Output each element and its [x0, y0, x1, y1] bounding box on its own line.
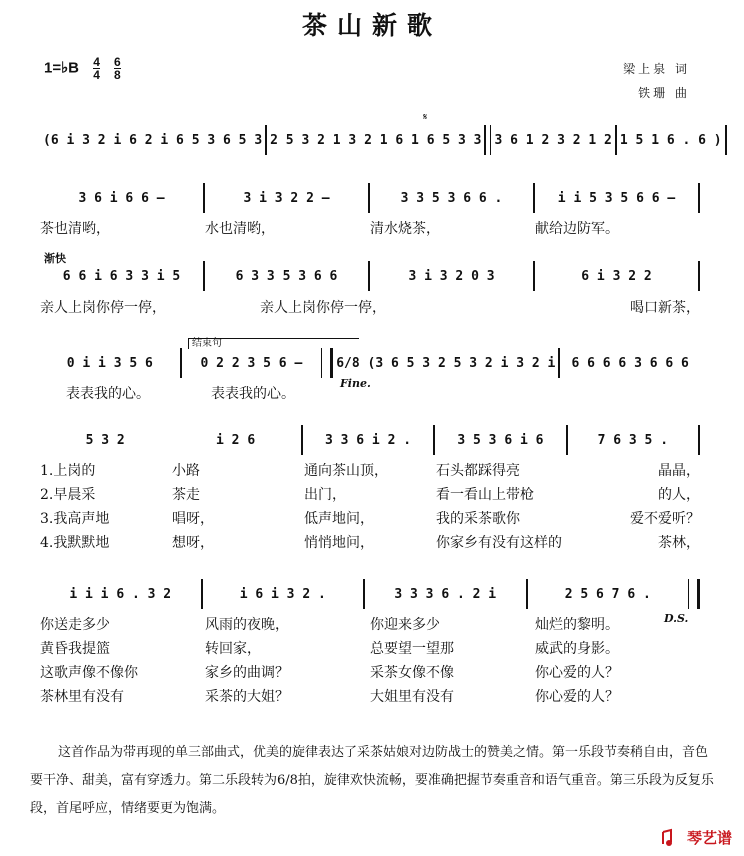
lyric: 采茶女像不像	[370, 665, 454, 681]
lyric: 献给边防军。	[535, 221, 619, 237]
measure: 3 3 6 i 2 .	[324, 432, 412, 448]
measure: i 6 i 3 2 .	[239, 586, 326, 602]
song-title: 茶山新歌	[301, 11, 442, 40]
measure: 6 6 6 6 3 6 6 6	[571, 355, 689, 371]
lyric: 清水烧茶，	[370, 221, 440, 237]
measure: 3 3 3 6 . 2 i	[394, 586, 497, 602]
measure: 3 i 3 2 0 3	[408, 268, 495, 284]
lyric: 我的采茶歌你	[436, 511, 520, 527]
measure: i 2 6	[216, 432, 256, 448]
measure: 6 i 3 2 2	[581, 268, 652, 284]
lyric: 茶林，	[658, 535, 700, 551]
lyric: 你心爱的人？	[535, 689, 619, 705]
lyric: 看一看山上带枪	[436, 487, 534, 503]
ending-label: 结束句	[192, 338, 222, 349]
time-signature-6-8: $\frac{6}{8}$	[114, 55, 121, 82]
lyric: 悄悄地问，	[304, 535, 374, 551]
lyric: 2.早晨采	[40, 487, 96, 503]
lyric: 石头都踩得亮	[436, 463, 520, 479]
lyric: 小路	[172, 463, 200, 479]
music-line-6	[40, 576, 700, 612]
lyric: 总要望一望那	[370, 641, 454, 657]
barline	[698, 261, 700, 291]
lyric: 威武的身影。	[535, 641, 619, 657]
measure: 3 i 3 2 2 –	[243, 190, 330, 206]
lyric: 低声地问，	[304, 511, 374, 527]
measure: 3 5 3 6 i 6	[457, 432, 544, 448]
lyric: 茶林里有没有	[40, 689, 124, 705]
key-label: 1=♭B	[44, 59, 80, 77]
verse-1-lyrics-a	[40, 460, 700, 480]
lyric: 亲人上岗你停一停，	[260, 300, 386, 316]
measure: 7 6 3 5 .	[597, 432, 669, 448]
lyric: 大姐里有没有	[370, 689, 454, 705]
verse-2-lyrics-b	[40, 638, 700, 658]
lyric: 喝口新茶，	[630, 300, 700, 316]
lyric: 4.我默默地	[40, 535, 110, 551]
repeat-barline	[321, 348, 333, 378]
measure: 6 6 i 6 3 3 i 5	[62, 268, 181, 284]
key-signature	[44, 56, 121, 81]
lyric: 爱不爱听？	[630, 511, 700, 527]
music-line-5	[40, 422, 700, 458]
music-line-3	[40, 258, 700, 294]
measure: i i 5 3 5 6 6 –	[557, 190, 676, 206]
lyric: 晶晶，	[658, 463, 700, 479]
barline	[698, 183, 700, 213]
lyric: 你迎来多少	[370, 617, 440, 633]
verse-4-lyrics-a	[40, 532, 700, 552]
lyrics-line-1	[40, 218, 700, 238]
lyric: 茶也清哟，	[40, 221, 110, 237]
repeat-barline	[688, 579, 700, 609]
music-line-2	[40, 180, 700, 216]
measure: 3 6 i 6 6 –	[78, 190, 165, 206]
music-line-1	[40, 122, 722, 158]
lyric: 你家乡有没有这样的	[436, 535, 562, 551]
barline	[698, 425, 700, 455]
lyrics-line-3	[40, 383, 700, 403]
measure: 1 5 1 6 . 6 )	[619, 132, 722, 148]
lyric: 水也清哟，	[205, 221, 275, 237]
measure: 0 2 2 3 5 6 –	[200, 355, 303, 371]
measure: 2 5 6 7 6 .	[564, 586, 651, 602]
double-barline	[484, 125, 491, 155]
measure: 2 5 3 2 1 3 2 1 6 1 6 5 3 3	[270, 132, 482, 148]
lyricist-credit: 梁上泉 词	[623, 62, 690, 76]
watermark-logo	[661, 827, 732, 848]
lyric: 唱呀，	[172, 511, 214, 527]
lyric: 1.上岗的	[40, 463, 96, 479]
lyric: 灿烂的黎明。	[535, 617, 619, 633]
lyric: 这歌声像不像你	[40, 665, 138, 681]
lyric: 想呀，	[172, 535, 214, 551]
measure: 3 3 5 3 6 6 .	[400, 190, 503, 206]
music-line-4	[40, 345, 700, 381]
lyrics-line-2	[40, 297, 700, 317]
tempo-mark: 渐快	[44, 252, 66, 265]
barline	[725, 125, 727, 155]
lyric: 采茶的大姐？	[205, 689, 289, 705]
fine-mark: Fine.	[340, 377, 371, 390]
lyric: 你送走多少	[40, 617, 110, 633]
verse-2-lyrics-a	[40, 484, 700, 504]
measure: 0 i i 3 5 6	[66, 355, 153, 371]
measure: 6 3 3 5 3 6 6	[235, 268, 338, 284]
ds-mark: D.S.	[664, 612, 689, 625]
lyric: 转回家，	[205, 641, 261, 657]
lyric: 表表我的心。	[66, 386, 150, 402]
lyric: 风雨的夜晚，	[205, 617, 289, 633]
measure: 3 6 1 2 3 2 1 2	[494, 132, 612, 148]
time-signature-4-4: $\frac{4}{4}$	[93, 55, 100, 82]
lyric: 茶走	[172, 487, 200, 503]
verse-3-lyrics-b	[40, 662, 700, 682]
segno-icon: 𝄋	[423, 112, 428, 123]
verse-4-lyrics-b	[40, 686, 700, 706]
verse-1-lyrics-b	[40, 614, 700, 634]
lyric: 黄昏我提篮	[40, 641, 110, 657]
measure: i i i 6 . 3 2	[69, 586, 172, 602]
lyric: 你心爱的人？	[535, 665, 619, 681]
measure: 5 3 2	[85, 432, 125, 448]
measure: (6 i 3 2 i 6 2 i 6 5 3 6 5 3	[43, 132, 263, 148]
verse-3-lyrics-a	[40, 508, 700, 528]
lyric: 3.我高声地	[40, 511, 110, 527]
lyric: 出门，	[304, 487, 346, 503]
lyric: 表表我的心。	[211, 386, 295, 402]
lyric: 亲人上岗你停一停，	[40, 300, 166, 316]
measure: 6/8 (3 6 5 3 2 5 3 2 i 3 2 i	[336, 355, 556, 371]
composer-credit: 铁珊 曲	[638, 86, 690, 100]
description-paragraph: 这首作品为带再现的单三部曲式，优美的旋律表达了采茶姑娘对边防战士的赞美之情。第一乐段节奏稍自由，音色要干净、甜美，富有穿透力。第二乐段转为6/8拍，旋律欢快流畅，要准确把握节奏重音和语气重音。第三乐段为反复乐段，首尾呼应，情绪要更为饱满。	[30, 745, 714, 816]
music-note-icon	[661, 828, 683, 848]
lyric: 家乡的曲调？	[205, 665, 289, 681]
lyric: 的人，	[658, 487, 700, 503]
watermark-text: 琴艺谱	[686, 829, 732, 847]
lyric: 通向茶山顶，	[304, 463, 388, 479]
